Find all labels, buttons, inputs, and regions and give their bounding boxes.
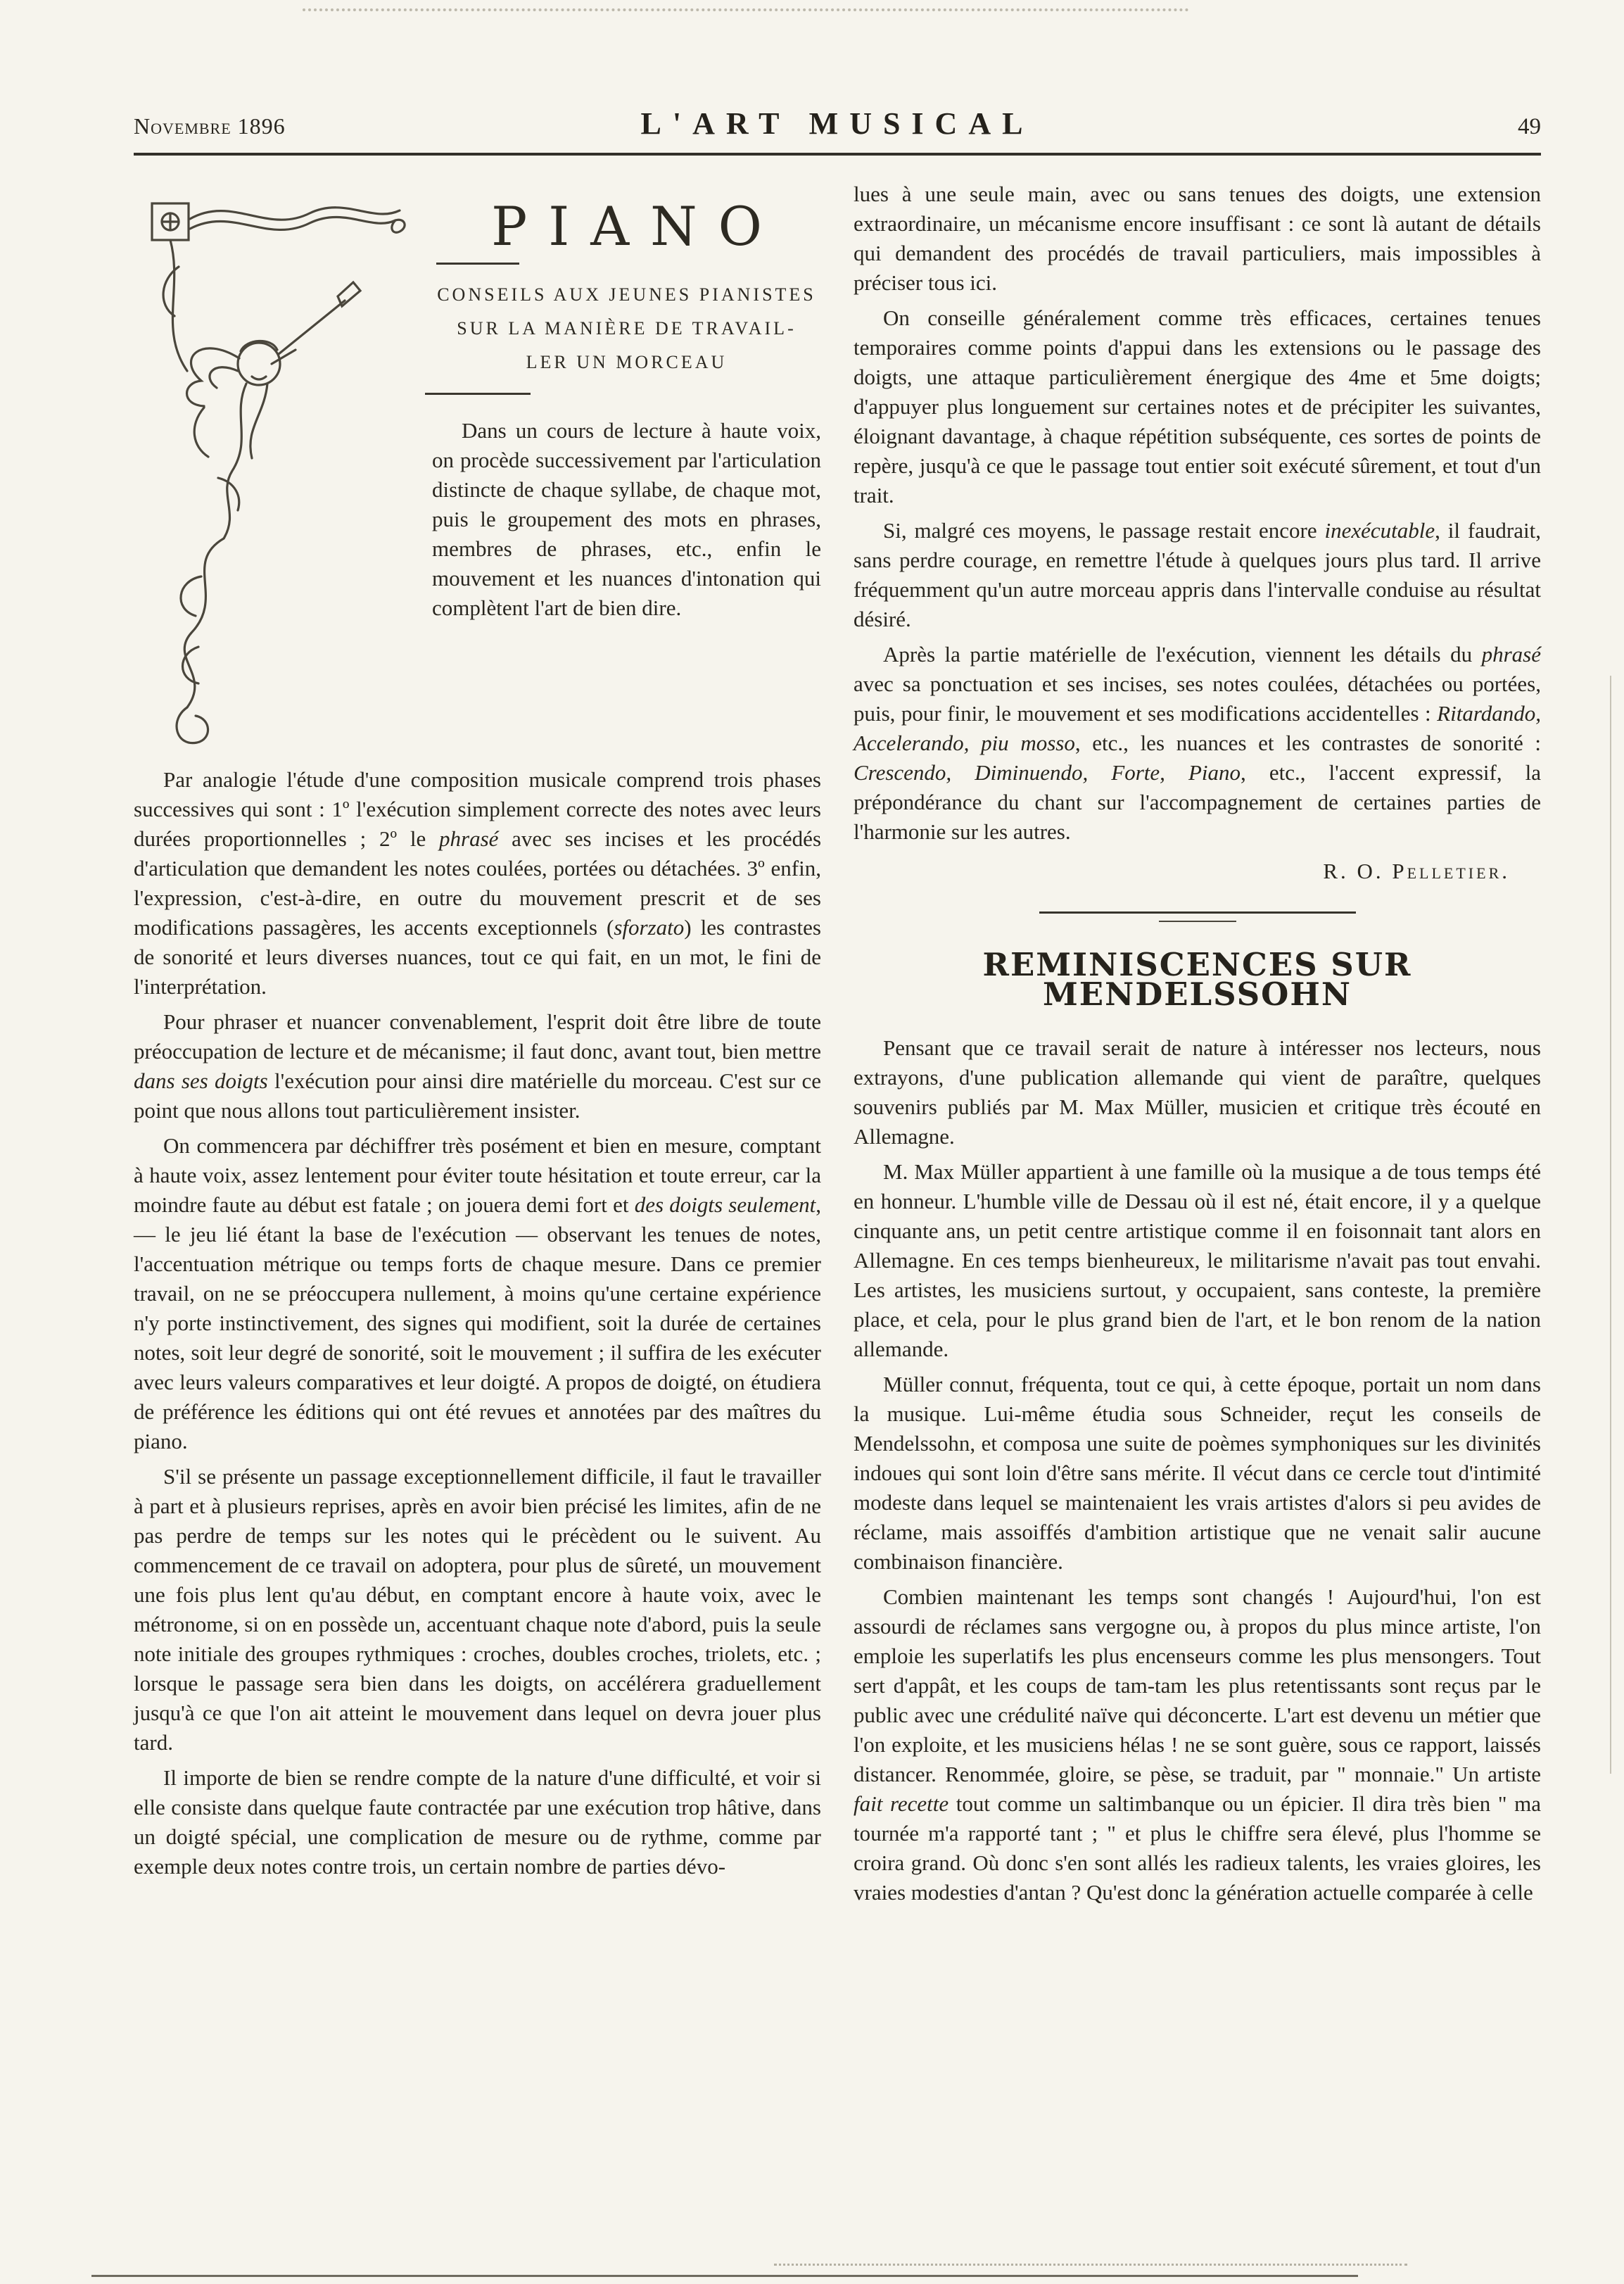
scan-artifact-bottom-dots xyxy=(774,2264,1407,2266)
right-column xyxy=(854,179,1541,1913)
paragraph: Dans un cours de lecture à haute voix, on procède successivement par l'articulation distincte de chaque syllabe, de chaque mot, puis le groupement des mots en phrases, membres de phrases, etc., enfin le mouvement et les nuances d'intonation qui complètent l'art de bien dire. xyxy=(432,418,821,620)
paragraph: On commencera par déchiffrer très posément et bien en mesure, comptant à haute voix, assez lentement pour éviter toute hésitation et toute erreur, car la moindre faute au début est fatale ; on jouera demi fort et des doigts seulement, — le jeu lié étant la base de l'exécution — observant les tenues de notes, l'accentuation métrique ou temps forts de chaque mesure. Dans ce premier travail, on ne se préoccupera nullement, à moins qu'une certaine expérience n'y porte instinctivement, des signes qui modifient, soit la durée de certaines notes, soit leur degré de sonorité, soit le mouvement ; il suffira de les exécuter avec leurs valeurs comparatives et leur doigté. A propos de doigté, on étudiera de préférence les éditions qui ont été revues et annotées par des maîtres du piano. xyxy=(134,1133,821,1453)
scan-artifact-bottom-line xyxy=(91,2275,1358,2277)
paragraph: Si, malgré ces moyens, le passage restait encore inexécutable, il faudrait, sans perdre courage, en remettre l'étude à quelques jours plus tard. Il arrive fréquemment qu'un autre morceau appris dans l'intervalle conduise au résultat désiré. xyxy=(854,518,1541,631)
article-heading: REMINISCENCES SUR MENDELSSOHN xyxy=(982,946,1412,1013)
cherub-ornament-illustration xyxy=(134,182,408,759)
paragraph: M. Max Müller appartient à une famille où la musique a de tous temps été en honneur. L'humble ville de Dessau où il est né, était encore, il y a quelque cinquante ans, un petit centre artistique comme il en foisonnait tant alors en Allemagne. En ces temps bienheureux, le militarisme n'avait pas tout envahi. Les artistes, les musiciens surtout, y occupaient, sans conteste, la première place, et cela, pour le plus grand bien de l'art, et le bon renom de la nation allemande. xyxy=(854,1159,1541,1361)
subtitle-line: CONSEILS AUX JEUNES PIANISTES xyxy=(437,284,816,305)
subtitle-divider xyxy=(425,393,531,395)
masthead-date: Novembre 1896 xyxy=(134,113,286,139)
paragraph: On conseille généralement comme très efficaces, certaines tenues temporaires comme points d'appui dans les extensions ou le passage des doigts, une attaque particulièrement énergique des 4me et 5me doigts; d'appuyer plus longuement sur certaines notes et de précipiter les suivantes, éloignant davantage, à chaque répétition subséquente, ces sortes de points de repère, jusqu'à ce que le passage tout entier soit exécuté sûrement, et tout d'un trait. xyxy=(854,305,1541,507)
paragraph: Après la partie matérielle de l'exécution, viennent les détails du phrasé avec sa ponctuation et ses incises, ses notes coulées, détachées ou portées, puis, pour finir, le mouvement et ses modifications accidentelles : Ritardando, Accelerando, piu mosso, etc., les nuances et les contrastes de sonorité : Crescendo, Diminuendo, Forte, Piano, etc., l'accent expressif, la prépondérance du chant sur l'accompagnement de certaines parties de l'harmonie sur les autres. xyxy=(854,642,1541,844)
paragraph: Pensant que ce travail serait de nature à intéresser nos lecteurs, nous extrayons, d'une publication allemande qui vient de paraître, quelques souvenirs publiés par M. Max Müller, musicien et critique très écouté en Allemagne. xyxy=(854,1035,1541,1149)
section-divider-rule-short xyxy=(1159,921,1236,922)
scan-artifact-right-edge xyxy=(1610,676,1611,1774)
paragraph: Par analogie l'étude d'une composition musicale comprend trois phases successives qui sont : 1º l'exécution simplement correcte des notes avec leurs durées proportionnelles ; 2º le phrasé avec ses incises et les procédés d'articulation que demandent les notes coulées, portées ou détachées. 3º enfin, l'expression, c'est-à-dire, en outre du mouvement prescrit et de ses modifications passagères, les accents exceptionnels (sforzato) les contrastes de sonorité et leurs diverses nuances, tout ce qui fait, en un mot, le fini de l'interprétation. xyxy=(134,767,822,999)
subtitle-line: LER UN MORCEAU xyxy=(526,352,728,372)
masthead xyxy=(134,106,1541,156)
two-column-layout xyxy=(134,179,1541,1913)
section-divider-rule-long xyxy=(1039,911,1356,914)
title-divider xyxy=(436,263,519,265)
paragraph: Pour phraser et nuancer convenablement, l'esprit doit être libre de toute préoccupation de lecture et de mécanisme; il faut donc, avant tout, bien mettre dans ses doigts l'exécution pour ainsi dire matérielle du morceau. C'est sur ce point que nous allons tout particulièrement insister. xyxy=(134,1009,821,1123)
article-title: PIANO xyxy=(491,195,783,258)
left-column xyxy=(134,179,821,1913)
article-body xyxy=(134,765,821,1881)
masthead-title: L'ART MUSICAL xyxy=(640,106,1034,141)
paragraph: S'il se présente un passage exceptionnellement difficile, il faut le travailler à part et à plusieurs reprises, après en avoir bien précisé les limites, afin de ne pas perdre de temps sur les notes qui le précèdent ou le suivent. Au commencement de ce travail on adoptera, pour plus de sûreté, un mouvement une fois plus lent qu'au début, en comptant encore à haute voix, avec le métronome, si on en possède un, accentuant chaque note d'abord, puis la seule note initiale des groupes rythmiques : croches, doubles croches, triolets, etc. ; lorsque le passage sera bien dans les doigts, on accélérera graduellement jusqu'à ce que l'on ait atteint le mouvement dans lequel on devra jouer plus tard. xyxy=(134,1464,821,1755)
section-divider xyxy=(854,911,1541,922)
page-number: 49 xyxy=(1518,114,1541,139)
paragraph: Il importe de bien se rendre compte de la nature d'une difficulté, et voir si elle consiste dans quelque faute contractée par une exécution trop hâtive, dans un doigté spécial, une complication de mesure ou de rythme, comme par exemple deux notes contre trois, un certain nombre de parties dévo- xyxy=(134,1765,821,1879)
paragraph: lues à une seule main, avec ou sans tenues des doigts, une extension extraordinaire, un mécanisme encore insuffisant : ce sont là autant de détails qui demandent des procédés de travail particuliers, mais impossibles à préciser tous ici. xyxy=(854,182,1541,295)
scan-artifact-top-dots xyxy=(303,8,1189,11)
paragraph: Combien maintenant les temps sont changés ! Aujourd'hui, l'on est assourdi de réclames sans vergogne ou, à propos du plus mince artiste, l'on emploie les superlatifs les plus encenseurs comme les plus mensongers. Tout sert d'appât, et les coups de tam-tam les plus retentissants sont reçus par le public avec une crédulité naïve qui déconcerte. L'art est devenu un métier que l'on exploite, et les musiciens hélas ! ne se sont guère, sous ce rapport, laissés distancer. Renommée, gloire, se pèse, se traduit, par " monnaie." Un artiste fait recette tout comme un saltimbanque ou un épicier. Il dira très bien " ma tournée m'a rapporté tant ; " et plus le chiffre sera élevé, plus l'homme se croira grand. Où donc s'en sont allés les radieux talents, les vraies gloires, les vraies modesties d'antan ? Qu'est donc la génération actuelle comparée à celle xyxy=(854,1584,1542,1905)
paragraph: Müller connut, fréquenta, tout ce qui, à cette époque, portait un nom dans la musique. Lui-même étudia sous Schneider, reçut les conseils de Mendelssohn, et composa une suite de poèmes symphoniques sur les divinités indoues qui sont loin d'être sans mérite. Il vécut dans ce cercle tout d'intimité modeste dans lequel se maintenaient les vrais artistes d'alors si peu avides de réclame, mais assoiffés d'ambition artistique que ne venait salir aucune combinaison financière. xyxy=(854,1372,1541,1574)
subtitle-line: SUR LA MANIÈRE DE TRAVAIL- xyxy=(457,318,797,339)
cherub-with-trumpet-icon xyxy=(134,182,408,759)
article-continuation xyxy=(854,179,1541,847)
author-signature: R. O. Pelletier. xyxy=(1323,859,1510,883)
mendelssohn-article-body xyxy=(854,1033,1541,1907)
